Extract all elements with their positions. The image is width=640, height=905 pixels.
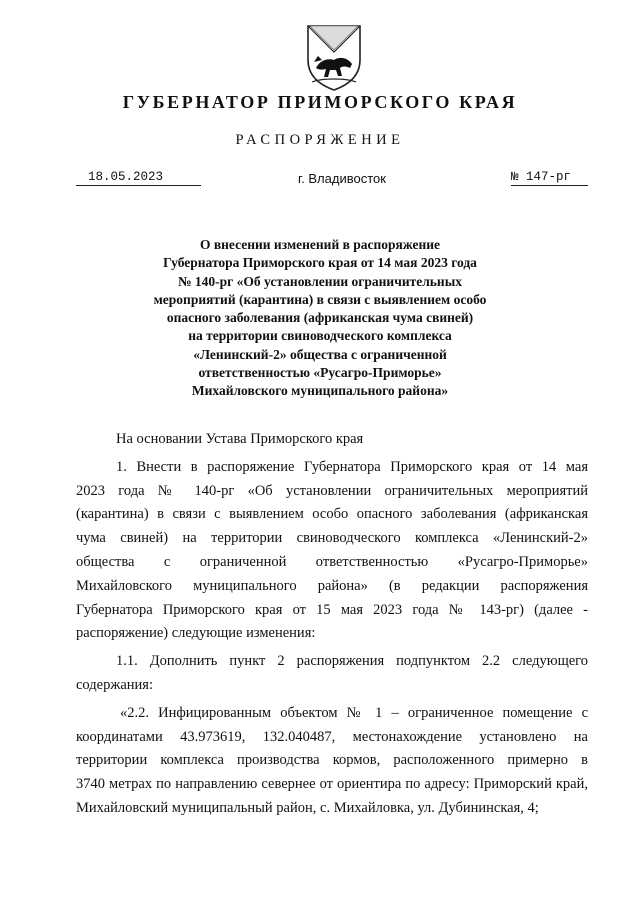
title-line: Губернатора Приморского края от 14 мая 2023 года [163, 255, 477, 271]
paragraph-1-1 [76, 650, 588, 698]
para22-line: координатами 43.973619, 132.040487, местонахождение установлено на [76, 728, 588, 745]
title-line: О внесении изменений в распоряжение [199, 237, 441, 252]
para1-line: (карантина) в связи с выявлением особо опасного заболевания (африканская [76, 506, 588, 523]
para11-line: 1.1. Дополнить пункт 2 распоряжения подпунктом 2.2 следующего [116, 653, 588, 670]
title-line: № 140-рг «Об установлении ограничительных [177, 273, 463, 289]
para1-line: чума свиней) на территории свиноводческого комплекса «Ленинский-2» [76, 530, 588, 547]
para11-line: содержания: [76, 676, 154, 693]
para22-line: 3740 метрах по направлению севернее от ориентира по адресу: Приморский край, [76, 776, 588, 793]
document-body [76, 428, 588, 821]
coat-of-arms-icon [302, 22, 366, 92]
document-date: 18.05.2023 [76, 170, 201, 186]
title-line: ответственностью «Русагро-Приморье» [198, 365, 442, 381]
title-line: Михайловского муниципального района» [191, 383, 449, 399]
para1-line: общества с ограниченной ответственностью «Русагро-Приморье» [76, 553, 588, 570]
paragraph-2-2 [76, 702, 588, 821]
organization-title: ГУБЕРНАТОР ПРИМОРСКОГО КРАЯ [122, 92, 518, 112]
title-line: «Ленинский-2» общества с ограниченной [193, 346, 447, 362]
title-line: опасного заболевания (африканская чума свиней) [166, 310, 474, 326]
para22-line: Михайловский муниципальный район, с. Михайловка, ул. Дубининская, 4; [76, 799, 539, 816]
para1-line: 2023 года № 140-рг «Об установлении ограничительных мероприятий [76, 482, 588, 499]
document-type: РАСПОРЯЖЕНИЕ [235, 132, 405, 148]
para22-line: территории комплекса производства кормов, расположенного примерно в [76, 752, 588, 769]
paragraph-1 [76, 456, 588, 646]
title-line: мероприятий (карантина) в связи с выявлением особо [153, 291, 487, 307]
basis-paragraph [76, 428, 588, 452]
title-line: на территории свиноводческого комплекса [188, 328, 452, 344]
document-city: г. Владивосток [298, 171, 386, 186]
para1-line: Михайловского муниципального района» (в редакции распоряжения [76, 577, 588, 594]
document-title [100, 236, 540, 401]
para1-line: распоряжение) следующие изменения: [76, 625, 316, 642]
para1-line: 1. Внести в распоряжение Губернатора Приморского края от 14 мая [116, 458, 588, 475]
document-number: № 147-рг [511, 170, 588, 186]
basis-line: На основании Устава Приморского края [116, 431, 364, 447]
para1-line: Губернатора Приморского края от 15 мая 2023 года № 143-рг) (далее - [76, 601, 588, 618]
para22-line: «2.2. Инфицированным объектом № 1 – ограниченное помещение с [120, 704, 588, 721]
